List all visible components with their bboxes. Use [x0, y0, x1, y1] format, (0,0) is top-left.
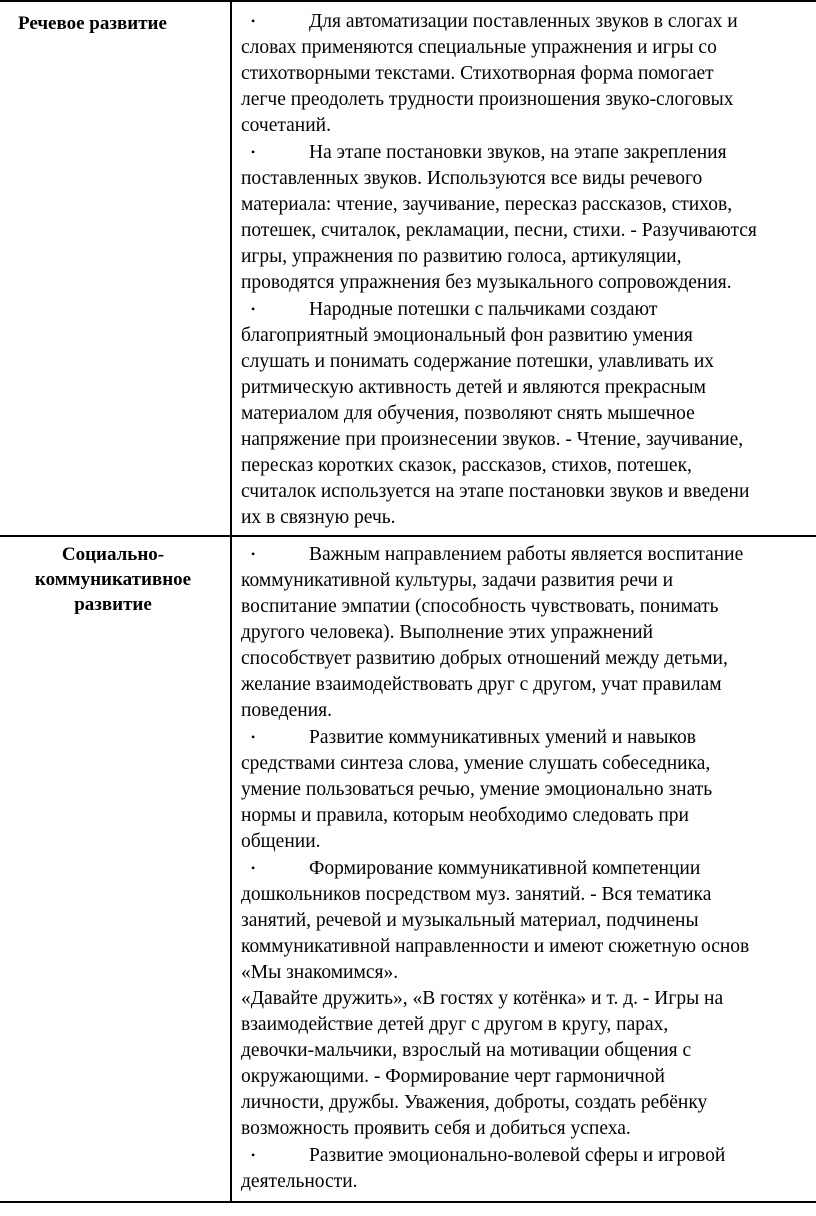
- bullet-line: [241, 453, 816, 479]
- bullet-text: Важным направлением работы является воспитание: [309, 544, 744, 565]
- bullet-line: [241, 908, 816, 934]
- bullet-line: [241, 61, 816, 87]
- bullet-line: [241, 1064, 816, 1090]
- bullet-text: слушать и понимать содержание потешки, улавливать их: [241, 351, 715, 372]
- bullet-text: Для автоматизации поставленных звуков в слогах и: [309, 11, 738, 32]
- bullet-text: напряжение при произнесении звуков. - Чтение, заучивание,: [241, 429, 744, 450]
- bullet-text: легче преодолеть трудности произношения звуко-слоговых: [241, 89, 734, 110]
- bullet-line: [241, 855, 816, 882]
- bullet-line: [241, 803, 816, 829]
- bullet-line: [241, 192, 816, 218]
- bullet-line: [241, 646, 816, 672]
- bullet-line: [241, 1116, 816, 1142]
- bullet-line: [241, 1142, 816, 1169]
- bullet-text: нормы и правила, которым необходимо следовать при: [241, 805, 689, 826]
- bullet-line: [241, 620, 816, 646]
- bullet-text: Формирование коммуникативной компетенции: [309, 858, 701, 879]
- section-content-speech: [232, 2, 816, 535]
- bullet-line: [241, 1169, 816, 1195]
- bullet-icon: •: [251, 547, 256, 561]
- section-title-cell: [0, 1, 231, 536]
- bullet-line: [241, 1038, 816, 1064]
- bullet-line: [241, 568, 816, 594]
- bullet-line: [241, 479, 816, 505]
- bullet-text: средствами синтеза слова, умение слушать собеседника,: [241, 753, 711, 774]
- bullet-line: [241, 777, 816, 803]
- bullet-line: [241, 505, 816, 531]
- bullet-text: «Мы знакомимся».: [241, 962, 399, 983]
- bullet-line: [241, 375, 816, 401]
- bullet-text: окружающими. - Формирование черт гармоничной: [241, 1066, 665, 1087]
- bullet-line: [241, 986, 816, 1012]
- bullet-line: [241, 323, 816, 349]
- bullet-line: [241, 35, 816, 61]
- bullet-line: [241, 829, 816, 855]
- bullet-icon: •: [251, 14, 256, 28]
- bullet-line: [241, 541, 816, 568]
- bullet-line: [241, 244, 816, 270]
- bullet-icon: •: [251, 145, 256, 159]
- bullet-text: словах применяются специальные упражнения и игры со: [241, 37, 717, 58]
- bullet-text: коммуникативной культуры, задачи развития речи и: [241, 570, 674, 591]
- bullet-text: проводятся упражнения без музыкального сопровождения.: [241, 272, 732, 293]
- bullet-text: стихотворными текстами. Стихотворная форма помогает: [241, 63, 714, 84]
- bullet-text: коммуникативной направленности и имеют сюжетную основ: [241, 936, 750, 957]
- section-title-cell: [0, 536, 231, 1202]
- bullet-line: [241, 882, 816, 908]
- bullet-text: общении.: [241, 831, 321, 852]
- bullet-text: поведения.: [241, 700, 332, 721]
- bullet-text: пересказ коротких сказок, рассказов, стихов, потешек,: [241, 455, 692, 476]
- bullet-line: [241, 270, 816, 296]
- bullet-text: воспитание эмпатии (способность чувствовать, понимать: [241, 596, 719, 617]
- bullet-text: благоприятный эмоциональный фон развитию умения: [241, 325, 693, 346]
- bullet-item: [241, 724, 816, 855]
- bullet-text: дошкольников посредством муз. занятий. - Вся тематика: [241, 884, 712, 905]
- bullet-line: [241, 698, 816, 724]
- table-row-speech: [0, 1, 816, 536]
- bullet-line: [241, 1012, 816, 1038]
- bullet-text: их в связную речь.: [241, 507, 396, 528]
- bullet-icon: •: [251, 861, 256, 875]
- table-row-social: [0, 536, 816, 1202]
- bullet-text: занятий, речевой и музыкальный материал, подчинены: [241, 910, 699, 931]
- bullet-line: [241, 8, 816, 35]
- bullet-line: [241, 87, 816, 113]
- bullet-line: [241, 960, 816, 986]
- section-content-social: [232, 537, 816, 1201]
- bullet-text: ритмическую активность детей и являются прекрасным: [241, 377, 706, 398]
- bullet-text: Развитие коммуникативных умений и навыков: [309, 727, 696, 748]
- bullet-text: «Давайте дружить», «В гостях у котёнка» и т. д. - Игры на: [241, 988, 724, 1009]
- bullet-line: [241, 724, 816, 751]
- section-title-line: Социально-: [61, 544, 165, 565]
- bullet-line: [241, 427, 816, 453]
- bullet-line: [241, 751, 816, 777]
- bullet-icon: •: [251, 730, 256, 744]
- bullet-line: [241, 934, 816, 960]
- bullet-line: [241, 1090, 816, 1116]
- bullet-text: Развитие эмоционально-волевой сферы и игровой: [309, 1145, 726, 1166]
- bullet-text: желание взаимодействовать друг с другом, учат правилам: [241, 674, 722, 695]
- bullet-text: способствует развитию добрых отношений между детьми,: [241, 648, 728, 669]
- bullet-text: материалом для обучения, позволяют снять мышечное: [241, 403, 695, 424]
- bullet-text: материала: чтение, заучивание, пересказ рассказов, стихов,: [241, 194, 733, 215]
- bullet-text: потешек, считалок, рекламации, песни, стихи. - Разучиваются: [241, 220, 757, 241]
- bullet-line: [241, 672, 816, 698]
- bullet-item: [241, 1142, 816, 1195]
- bullet-line: [241, 218, 816, 244]
- bullet-text: сочетаний.: [241, 115, 331, 136]
- bullet-text: взаимодействие детей друг с другом в кругу, парах,: [241, 1014, 669, 1035]
- bullet-line: [241, 166, 816, 192]
- section-title-speech: Речевое развитие: [18, 13, 167, 34]
- bullet-text: умение пользоваться речью, умение эмоционально знать: [241, 779, 713, 800]
- bullet-text: игры, упражнения по развитию голоса, артикуляции,: [241, 246, 682, 267]
- section-content-cell: [231, 1, 816, 536]
- bullet-text: возможность проявить себя и добиться успеха.: [241, 1118, 631, 1139]
- bullet-item: [241, 139, 816, 296]
- bullet-line: [241, 594, 816, 620]
- bullet-item: [241, 855, 816, 1142]
- bullet-text: девочки-мальчики, взрослый на мотивации общения с: [241, 1040, 692, 1061]
- bullet-icon: •: [251, 1148, 256, 1162]
- bullet-item: [241, 8, 816, 139]
- bullet-line: [241, 401, 816, 427]
- bullet-text: считалок используется на этапе постановки звуков и введени: [241, 481, 750, 502]
- bullet-text: деятельности.: [241, 1171, 358, 1192]
- bullet-line: [241, 113, 816, 139]
- section-content-cell: [231, 536, 816, 1202]
- section-title-line: развитие: [74, 594, 152, 615]
- section-title-line: коммуникативное: [34, 569, 192, 590]
- bullet-icon: •: [251, 302, 256, 316]
- bullet-text: На этапе постановки звуков, на этапе закрепления: [309, 142, 727, 163]
- bullet-text: другого человека). Выполнение этих упражнений: [241, 622, 654, 643]
- section-title-social: [0, 537, 230, 617]
- bullet-text: поставленных звуков. Используются все виды речевого: [241, 168, 703, 189]
- bullet-item: [241, 541, 816, 724]
- bullet-item: [241, 296, 816, 531]
- bullet-line: [241, 349, 816, 375]
- bullet-line: [241, 296, 816, 323]
- bullet-text: Народные потешки с пальчиками создают: [309, 299, 658, 320]
- bullet-line: [241, 139, 816, 166]
- bullet-text: личности, дружбы. Уважения, доброты, создать ребёнку: [241, 1092, 708, 1113]
